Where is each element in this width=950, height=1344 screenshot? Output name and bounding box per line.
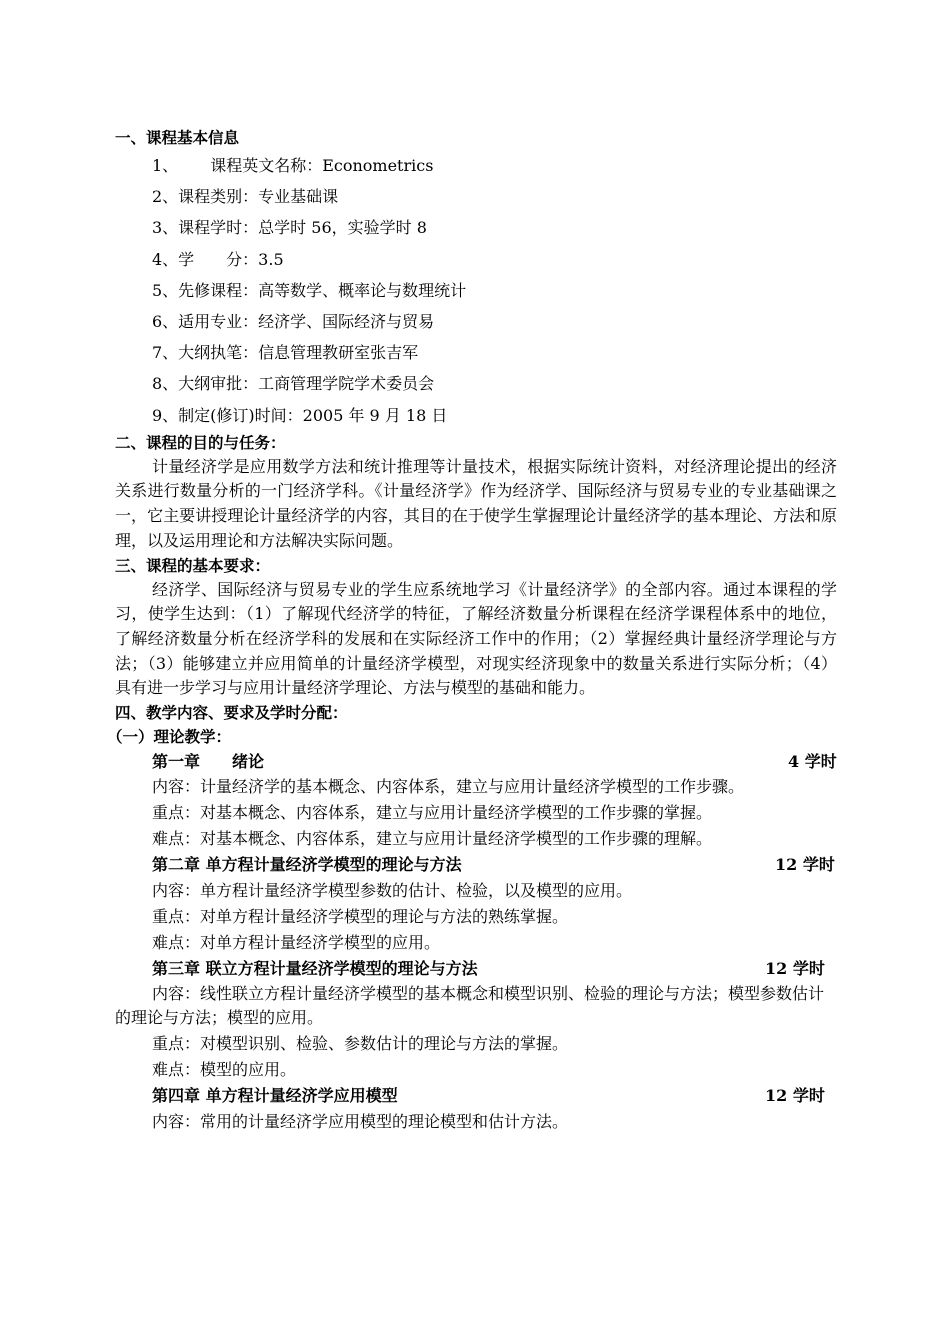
section4-heading: 四、教学内容、要求及学时分配：	[115, 704, 348, 723]
info-item-number: 1、	[152, 156, 179, 175]
info-item-approval: 8、大纲审批：工商管理学院学术委员会	[152, 374, 435, 394]
info-item-english-name	[115, 150, 837, 181]
info-item-credits: 4、学 分：3.5	[152, 249, 284, 269]
chapter-hours: 4 学时	[788, 752, 837, 772]
section2-paragraph: 计量经济学是应用数学方法和统计推理等计量技术，根据实际统计资料，对经济理论提出的经济关系进行数量分析的一门经济学科。《计量经济学》作为经济学、国际经济与贸易专业的专业基础课之一，它主要讲授理论计量经济学的内容，其目的在于使学生掌握理论计量经济学的基本理论、方法和原理，以及运用理论和方法解决实际问题。	[115, 456, 837, 550]
info-item-text: 课程英文名称：Econometrics	[210, 156, 434, 175]
chapter-3-heading	[115, 956, 837, 982]
chapter-4-heading	[115, 1083, 837, 1109]
section2-heading: 二、课程的目的与任务：	[115, 433, 286, 452]
chapter-title: 第四章 单方程计量经济学应用模型	[152, 1085, 398, 1105]
section3-paragraph: 经济学、国际经济与贸易专业的学生应系统地学习《计量经济学》的全部内容。通过本课程的学习，使学生达到：（1）了解现代经济学的特征，了解经济数量分析课程在经济学课程体系中的地位，了解经济数量分析在经济学科的发展和在实际经济工作中的作用；（2）掌握经典计量经济学理论与方法；（3）能够建立并应用简单的计量经济学模型，对现实经济现象中的数量关系进行实际分析；（4）具有进一步学习与应用计量经济学理论、方法与模型的基础和能力。	[115, 579, 837, 698]
chapter-4-content: 内容：常用的计量经济学应用模型的理论模型和估计方法。	[152, 1111, 569, 1131]
chapter-3-content: 内容：线性联立方程计量经济学模型的基本概念和模型识别、检验的理论与方法；模型参数估计的理论与方法；模型的应用。	[115, 983, 825, 1028]
chapter-title: 第二章 单方程计量经济学模型的理论与方法	[152, 854, 462, 874]
info-item-category: 2、课程类别：专业基础课	[152, 187, 339, 207]
chapter-hours: 12 学时	[775, 854, 835, 874]
chapter-1-difficulty: 难点：对基本概念、内容体系，建立与应用计量经济学模型的工作步骤的理解。	[152, 828, 713, 848]
chapter-hours: 12 学时	[765, 958, 825, 978]
chapter-1-content: 内容：计量经济学的基本概念、内容体系，建立与应用计量经济学模型的工作步骤。	[152, 777, 745, 797]
chapter-title: 第一章 绪论	[152, 752, 265, 772]
info-item-author: 7、大纲执笔：信息管理教研室张吉军	[152, 343, 419, 363]
info-item-hours: 3、课程学时：总学时 56，实验学时 8	[152, 218, 427, 238]
chapter-2-key: 重点：对单方程计量经济学模型的理论与方法的熟练掌握。	[152, 906, 569, 926]
info-item-prerequisites: 5、先修课程：高等数学、概率论与数理统计	[152, 280, 467, 300]
chapter-3-difficulty: 难点：模型的应用。	[152, 1059, 297, 1079]
info-item-date: 9、制定(修订)时间：2005 年 9 月 18 日	[152, 405, 448, 425]
section3-heading: 三、课程的基本要求：	[115, 556, 271, 575]
chapter-1-key: 重点：对基本概念、内容体系，建立与应用计量经济学模型的工作步骤的掌握。	[152, 802, 713, 822]
chapter-3-key: 重点：对模型识别、检验、参数估计的理论与方法的掌握。	[152, 1033, 569, 1053]
chapter-2-heading	[115, 852, 837, 878]
chapter-2-content: 内容：单方程计量经济学模型参数的估计、检验，以及模型的应用。	[152, 880, 633, 900]
section1-heading: 一、课程基本信息	[115, 129, 240, 147]
chapter-2-difficulty: 难点：对单方程计量经济学模型的应用。	[152, 932, 441, 952]
chapter-title: 第三章 联立方程计量经济学模型的理论与方法	[152, 958, 478, 978]
info-item-majors: 6、适用专业：经济学、国际经济与贸易	[152, 311, 435, 331]
chapter-1-heading	[115, 749, 837, 775]
section4-subheading: （一）理论教学：	[107, 728, 232, 747]
document-body	[107, 126, 837, 1135]
chapter-hours: 12 学时	[765, 1085, 825, 1105]
